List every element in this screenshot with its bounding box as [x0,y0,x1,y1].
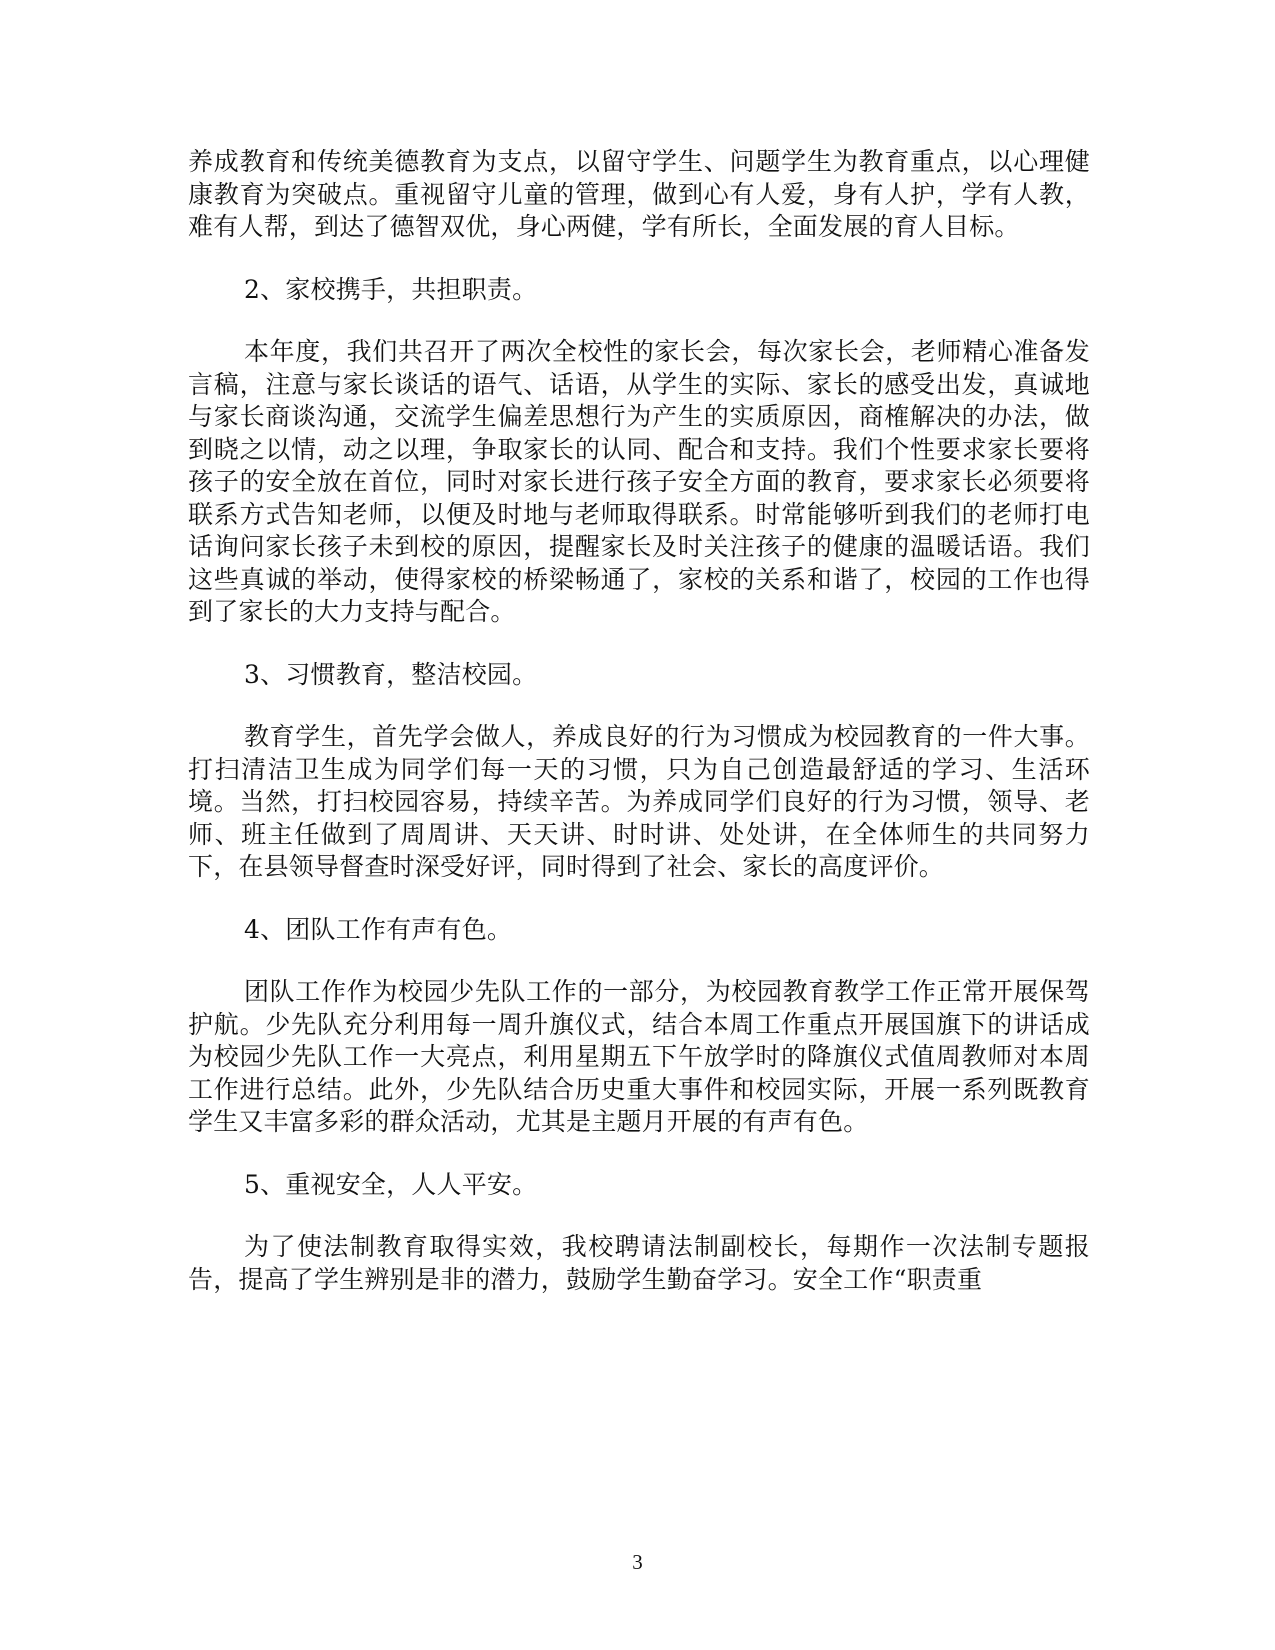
page-number: 3 [632,1550,643,1574]
paragraph-safety: 为了使法制教育取得实效，我校聘请法制副校长，每期作一次法制专题报告，提高了学生辨别是非的潜力，鼓励学生勤奋学习。安全工作“职责重 [188,1232,1090,1294]
paragraph-continuation: 养成教育和传统美德教育为支点，以留守学生、问题学生为教育重点，以心理健康教育为突破点。重视留守儿童的管理，做到心有人爱，身有人护，学有人教，难有人帮，到达了德智双优，身心两健，学有所长，全面发展的育人目标。 [188,147,1090,241]
paragraph-team-work: 团队工作作为校园少先队工作的一部分，为校园教育教学工作正常开展保驾护航。少先队充分利用每一周升旗仪式，结合本周工作重点开展国旗下的讲话成为校园少先队工作一大亮点，利用星期五下午放学时的降旗仪式值周教师对本周工作进行总结。此外，少先队结合历史重大事件和校园实际，开展一系列既教育学生又丰富多彩的群众活动，尤其是主题月开展的有声有色。 [188,977,1090,1136]
section-heading-2: 2、家校携手，共担职责。 [244,274,538,304]
section-heading-5: 5、重视安全，人人平安。 [244,1169,538,1199]
section-heading-4: 4、团队工作有声有色。 [244,914,513,944]
section-heading-3: 3、习惯教育，整洁校园。 [244,659,538,689]
paragraph-parents-meeting: 本年度，我们共召开了两次全校性的家长会，每次家长会，老师精心准备发言稿，注意与家长谈话的语气、话语，从学生的实际、家长的感受出发，真诚地与家长商谈沟通，交流学生偏差思想行为产生的实质原因，商榷解决的办法，做到晓之以情，动之以理，争取家长的认同、配合和支持。我们个性要求家长要将孩子的安全放在首位，同时对家长进行孩子安全方面的教育，要求家长必须要将联系方式告知老师，以便及时地与老师取得联系。时常能够听到我们的老师打电话询问家长孩子未到校的原因，提醒家长及时关注孩子的健康的温暖话语。我们这些真诚的举动，使得家校的桥梁畅通了，家校的关系和谐了，校园的工作也得到了家长的大力支持与配合。 [188,337,1090,626]
paragraph-habit-education: 教育学生，首先学会做人，养成良好的行为习惯成为校园教育的一件大事。打扫清洁卫生成为同学们每一天的习惯，只为自己创造最舒适的学习、生活环境。当然，打扫校园容易，持续辛苦。为养成同学们良好的行为习惯，领导、老师、班主任做到了周周讲、天天讲、时时讲、处处讲，在全体师生的共同努力下，在县领导督查时深受好评，同时得到了社会、家长的高度评价。 [188,722,1090,881]
document-page [188,146,1090,1296]
